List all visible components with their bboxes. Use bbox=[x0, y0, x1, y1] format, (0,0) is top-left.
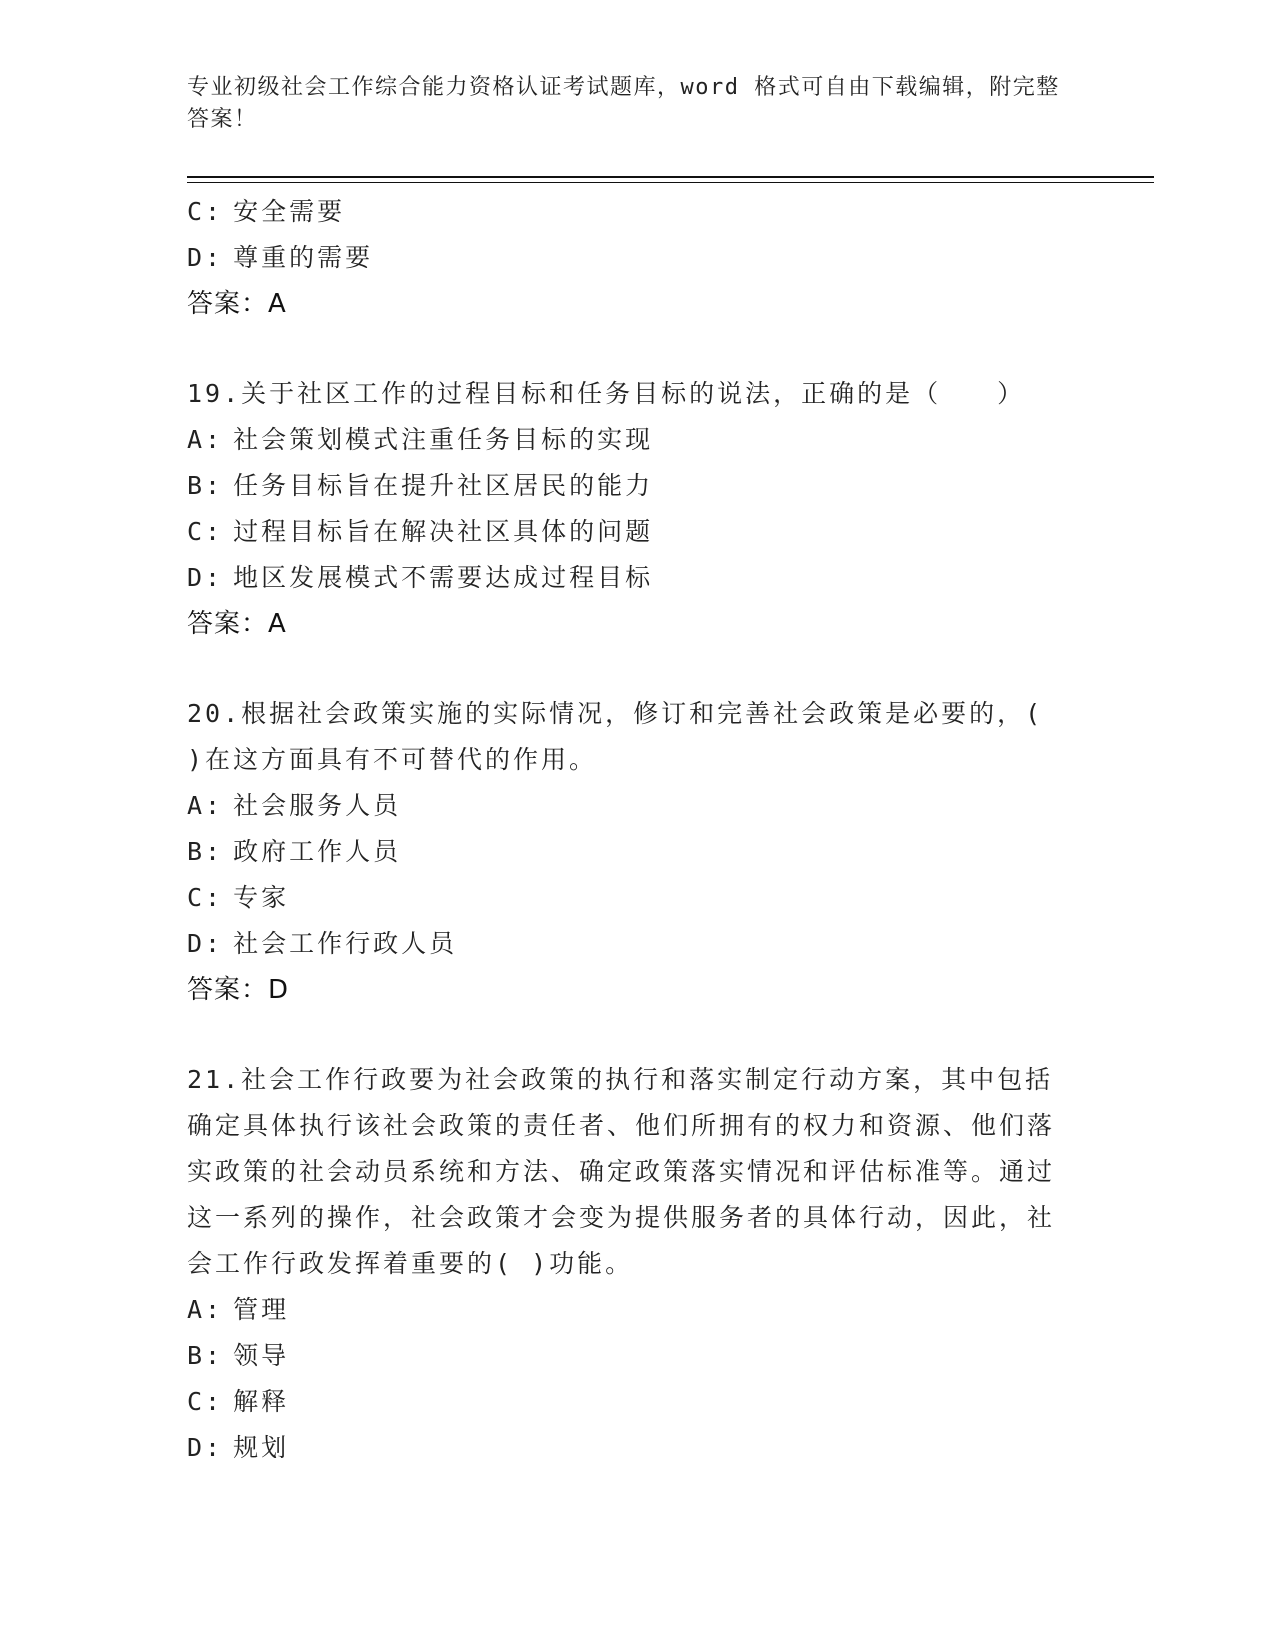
option-text: 任务目标旨在提升社区居民的能力 bbox=[233, 471, 654, 500]
question-stem-20: 20.根据社会政策实施的实际情况，修订和完善社会政策是必要的，( )在这方面具有不可替代的作用。 bbox=[187, 699, 1044, 774]
answer-line: 答案：D bbox=[187, 975, 290, 1005]
option-text: 规划 bbox=[233, 1433, 290, 1462]
option-key: B: bbox=[187, 471, 224, 500]
option-text: 尊重的需要 bbox=[233, 243, 374, 272]
option-a bbox=[187, 417, 1087, 463]
option-key: D: bbox=[187, 563, 224, 592]
option-key: C: bbox=[187, 883, 224, 912]
option-c bbox=[187, 509, 1087, 555]
option-text: 社会工作行政人员 bbox=[233, 929, 458, 958]
option-b bbox=[187, 463, 1087, 509]
header-divider-thick bbox=[187, 176, 1154, 178]
option-text: 领导 bbox=[233, 1341, 290, 1370]
option-key: D: bbox=[187, 243, 224, 272]
option-b bbox=[187, 1333, 1087, 1379]
option-key: B: bbox=[187, 837, 224, 866]
option-text: 过程目标旨在解决社区具体的问题 bbox=[233, 517, 654, 546]
option-a bbox=[187, 783, 1087, 829]
option-key: A: bbox=[187, 791, 224, 820]
question-stem-21: 21.社会工作行政要为社会政策的执行和落实制定行动方案，其中包括确定具体执行该社会政策的责任者、他们所拥有的权力和资源、他们落实政策的社会动员系统和方法、确定政策落实情况和评估标准等。通过这一系列的操作，社会政策才会变为提供服务者的具体行动，因此，社会工作行政发挥着重要的( )功能。 bbox=[187, 1065, 1056, 1278]
option-key: B: bbox=[187, 1341, 224, 1370]
option-c bbox=[187, 189, 1087, 235]
option-key: C: bbox=[187, 517, 224, 546]
option-text: 社会策划模式注重任务目标的实现 bbox=[233, 425, 654, 454]
option-c bbox=[187, 1379, 1087, 1425]
option-a bbox=[187, 1287, 1087, 1333]
option-b bbox=[187, 829, 1087, 875]
question-content bbox=[187, 189, 1087, 1471]
option-c bbox=[187, 875, 1087, 921]
option-d bbox=[187, 555, 1087, 601]
option-key: D: bbox=[187, 929, 224, 958]
option-text: 安全需要 bbox=[233, 197, 346, 226]
option-text: 地区发展模式不需要达成过程目标 bbox=[233, 563, 654, 592]
option-key: D: bbox=[187, 1433, 224, 1462]
option-key: C: bbox=[187, 1387, 224, 1416]
option-key: A: bbox=[187, 1295, 224, 1324]
answer-line: 答案：A bbox=[187, 289, 287, 319]
option-d bbox=[187, 1425, 1087, 1471]
answer-line: 答案：A bbox=[187, 609, 287, 639]
option-text: 专家 bbox=[233, 883, 290, 912]
option-text: 解释 bbox=[233, 1387, 290, 1416]
header-divider-thin bbox=[187, 182, 1154, 183]
option-d bbox=[187, 921, 1087, 967]
question-stem-19: 19.关于社区工作的过程目标和任务目标的说法，正确的是（ ） bbox=[187, 379, 1026, 408]
option-key: C: bbox=[187, 197, 224, 226]
option-key: A: bbox=[187, 425, 224, 454]
option-d bbox=[187, 235, 1087, 281]
option-text: 社会服务人员 bbox=[233, 791, 402, 820]
option-text: 管理 bbox=[233, 1295, 290, 1324]
document-header: 专业初级社会工作综合能力资格认证考试题库，word 格式可自由下载编辑，附完整答案！ bbox=[187, 75, 1060, 132]
option-text: 政府工作人员 bbox=[233, 837, 402, 866]
